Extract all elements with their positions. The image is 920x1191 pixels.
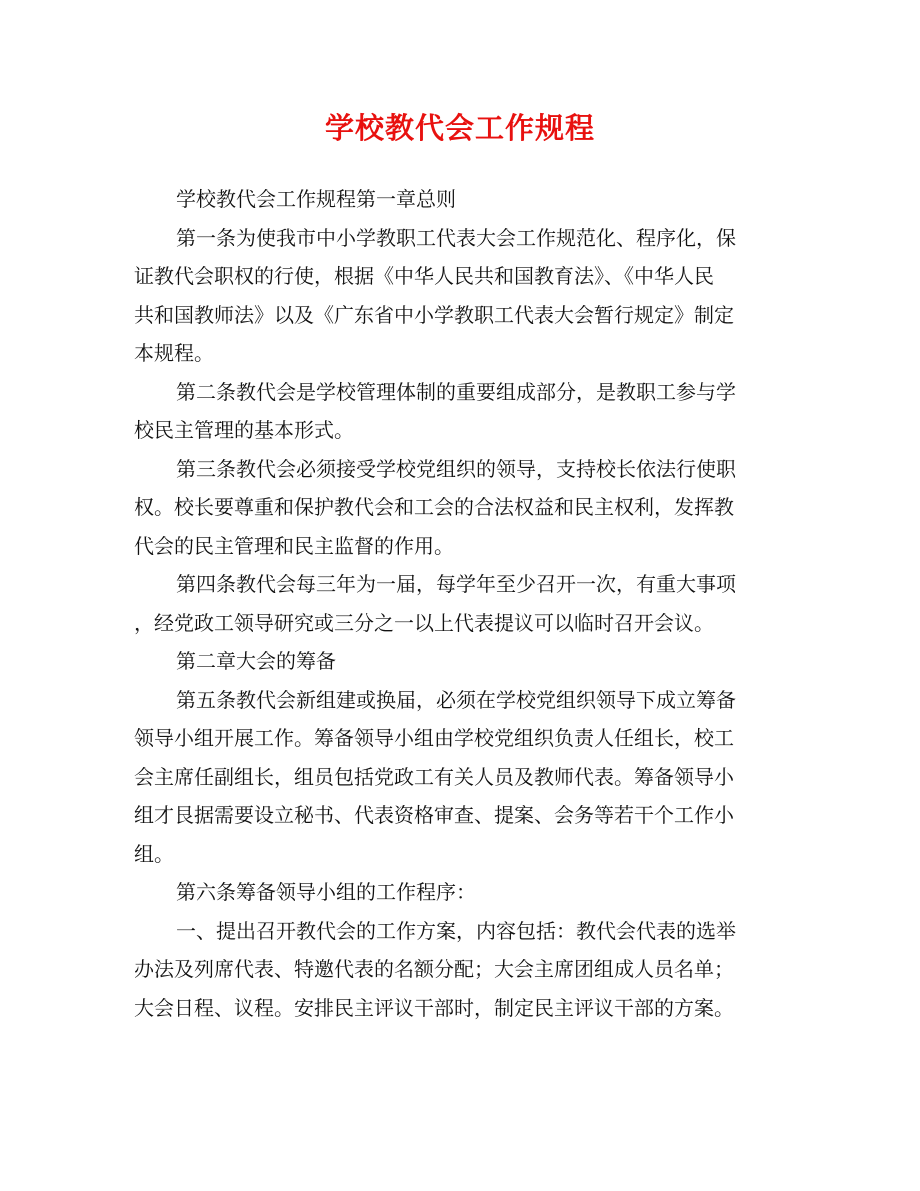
- paragraph-line: 第六条筹备领导小组的工作程序：: [176, 880, 476, 904]
- paragraph: [134, 642, 774, 681]
- document-body: [134, 180, 774, 1027]
- paragraph-line: 第三条教代会必须接受学校党组织的领导，支持校长依法行使职: [176, 456, 736, 481]
- paragraph: [134, 873, 774, 912]
- paragraph-line: 第五条教代会新组建或换届，必须在学校党组织领导下成立筹备: [176, 687, 736, 712]
- paragraph-line: 校民主管理的基本形式。: [134, 418, 354, 442]
- paragraph-line: ，经党政工领导研究或三分之一以上代表提议可以临时召开会议。: [134, 610, 714, 635]
- paragraph-line: 本规程。: [134, 341, 214, 365]
- paragraph: [134, 450, 774, 566]
- paragraph-line: 会主席任副组长，组员包括党政工有关人员及教师代表。筹备领导小: [134, 764, 734, 789]
- paragraph-line: 第四条教代会每三年为一届，每学年至少召开一次，有重大事项: [176, 572, 736, 596]
- paragraph-line: 证教代会职权的行使，根据《中华人民共和国教育法》、《中华人民: [134, 264, 714, 288]
- paragraph: [134, 681, 774, 874]
- paragraph-line: 权。校长要尊重和保护教代会和工会的合法权益和民主权利，发挥教: [134, 495, 734, 519]
- paragraph-line: 第二条教代会是学校管理体制的重要组成部分，是教职工参与学: [176, 379, 736, 404]
- paragraph-line: 共和国教师法》以及《广东省中小学教职工代表大会暂行规定》制定: [134, 302, 734, 327]
- paragraph-line: 办法及列席代表、特邀代表的名额分配；大会主席团组成人员名单；: [134, 957, 734, 981]
- paragraph: [134, 565, 774, 642]
- paragraph-line: 第二章大会的筹备: [176, 649, 336, 673]
- paragraph-line: 组。: [134, 841, 174, 866]
- paragraph-line: 一、提出召开教代会的工作方案，内容包括：教代会代表的选举: [176, 918, 736, 943]
- paragraph: [134, 373, 774, 450]
- paragraph-line: 大会日程、议程。安排民主评议干部时，制定民主评议干部的方案。: [134, 995, 734, 1020]
- document-title: 学校教代会工作规程: [324, 111, 595, 145]
- paragraph: [134, 219, 774, 373]
- paragraph-line: 第一条为使我市中小学教职工代表大会工作规范化、程序化，保: [176, 225, 736, 250]
- paragraph-line: 组才艮据需要设立秘书、代表资格审查、提案、会务等若干个工作小: [134, 803, 734, 827]
- paragraph: [134, 180, 774, 219]
- paragraph-line: 代会的民主管理和民主监督的作用。: [134, 533, 454, 558]
- paragraph: [134, 912, 774, 1028]
- paragraph-line: 学校教代会工作规程第一章总则: [176, 187, 456, 211]
- paragraph-line: 领导小组开展工作。筹备领导小组由学校党组织负责人任组长，校工: [134, 726, 734, 750]
